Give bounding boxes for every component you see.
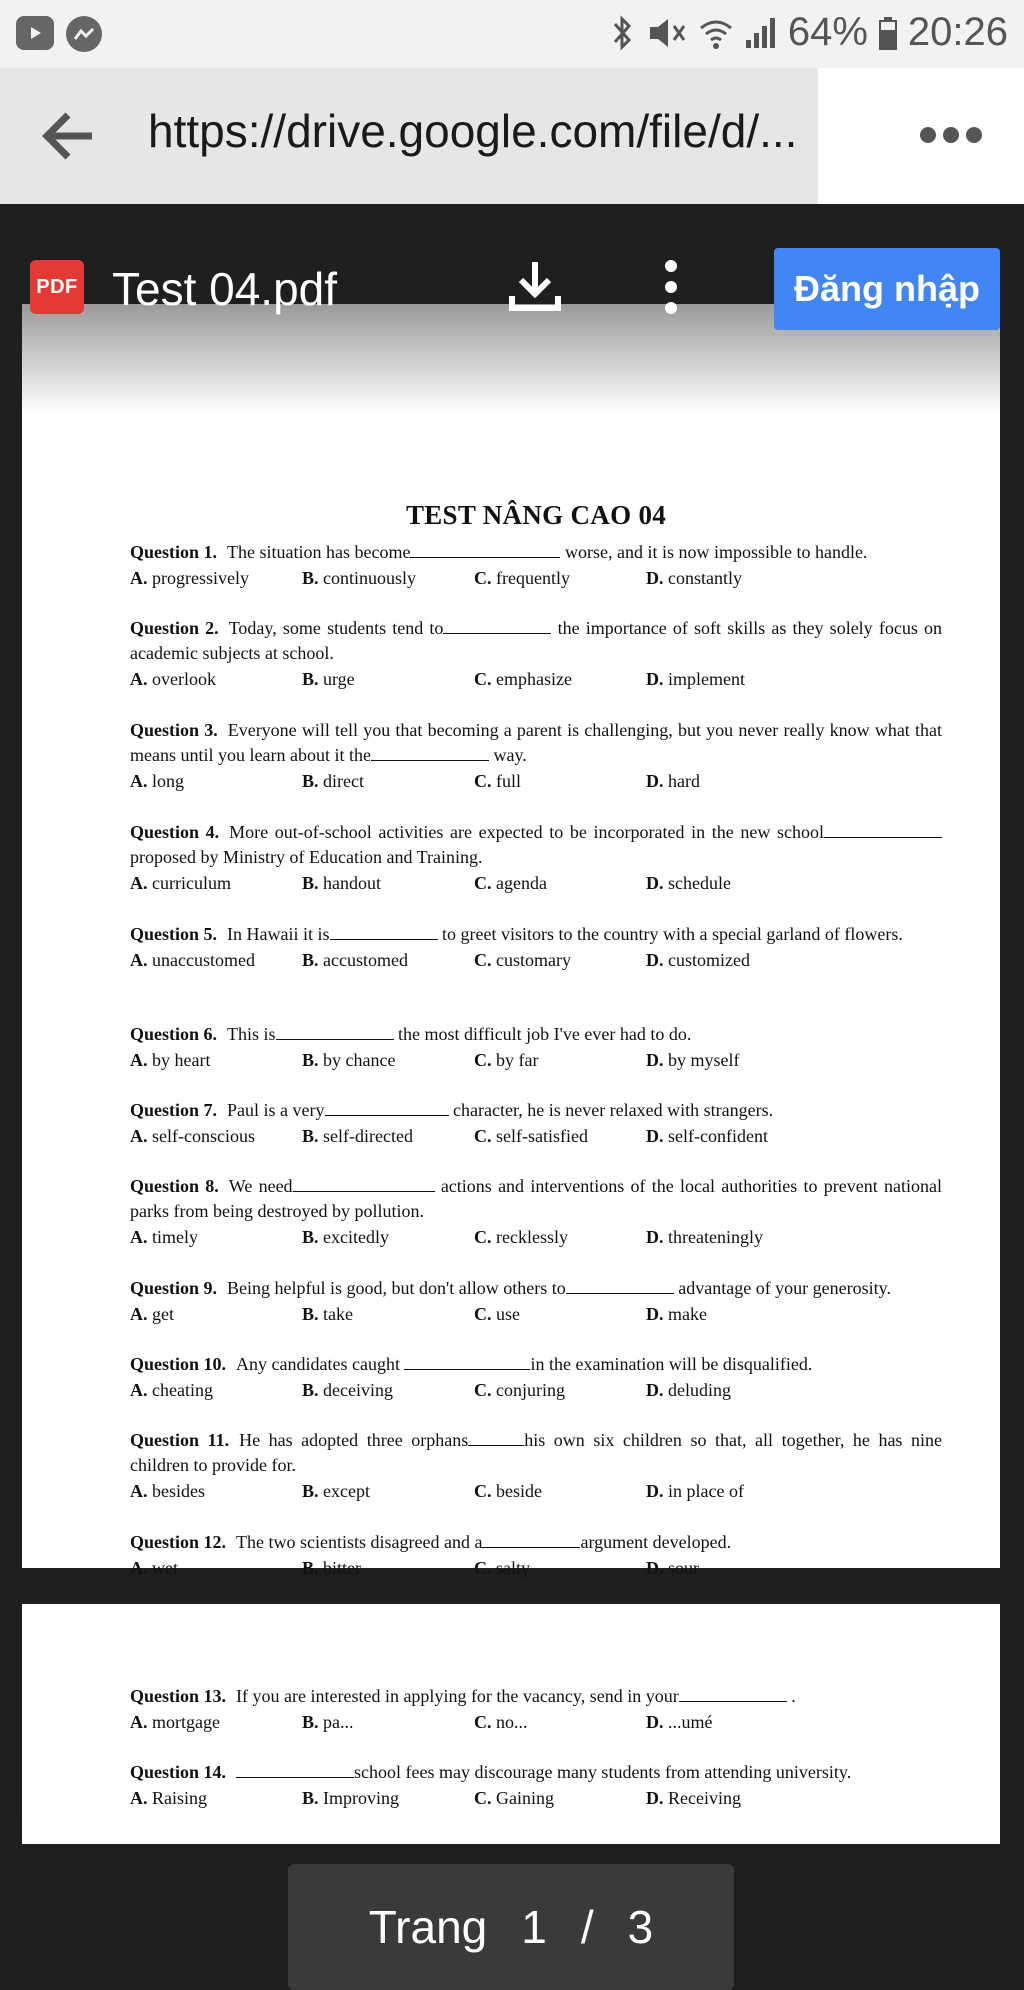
option-text: implement: [668, 669, 745, 689]
total-pages: 3: [627, 1901, 654, 1953]
option-text: mortgage: [152, 1712, 220, 1732]
question-stem: [130, 922, 942, 947]
answer-option: [646, 1555, 818, 1581]
question-stem: [130, 1352, 942, 1377]
option-letter: C.: [474, 568, 492, 588]
download-button[interactable]: [508, 258, 562, 314]
question-11: [130, 1428, 942, 1504]
option-text: get: [152, 1304, 174, 1324]
document-title: TEST NÂNG CAO 04: [405, 500, 667, 530]
question-text-after: .: [786, 1686, 796, 1706]
answer-option: [646, 1123, 818, 1149]
question-6: [130, 1022, 942, 1073]
option-letter: D.: [646, 1380, 664, 1400]
question-text-after: worse, and it is now impossible to handle.: [560, 542, 868, 562]
answer-option: [130, 1123, 302, 1149]
answer-option: [302, 1377, 474, 1403]
option-letter: B.: [302, 873, 319, 893]
question-text-before: This is: [227, 1024, 276, 1044]
answer-blank: [276, 1022, 394, 1040]
option-text: pa...: [323, 1712, 354, 1732]
answer-blank: [824, 820, 942, 838]
question-label: Question 5.: [130, 924, 218, 944]
option-letter: A.: [130, 873, 148, 893]
answer-option: [646, 1709, 818, 1735]
option-text: hard: [668, 771, 700, 791]
answer-option: [474, 1224, 646, 1250]
answer-options: [130, 1047, 942, 1073]
answer-option: [302, 1785, 474, 1811]
answer-blank: [468, 1428, 524, 1446]
page-word: Trang: [368, 1901, 488, 1953]
more-vertical-icon: [656, 258, 686, 316]
answer-option: [130, 947, 302, 973]
question-14: [130, 1760, 942, 1811]
answer-option: [130, 1785, 302, 1811]
option-text: long: [152, 771, 185, 791]
signal-icon: [744, 16, 778, 50]
option-letter: B.: [302, 950, 319, 970]
answer-option: [474, 768, 646, 794]
option-letter: C.: [474, 1380, 492, 1400]
option-letter: C.: [474, 1788, 492, 1808]
option-text: direct: [323, 771, 364, 791]
option-text: Gaining: [496, 1788, 554, 1808]
question-text-before: Today, some students tend to: [228, 618, 444, 638]
question-stem: [130, 1098, 942, 1123]
answer-option: [646, 1047, 818, 1073]
question-stem: [130, 1760, 942, 1785]
option-letter: D.: [646, 1788, 664, 1808]
pdf-page-1: [22, 304, 1000, 1578]
answer-option: [302, 1047, 474, 1073]
option-text: by chance: [323, 1050, 396, 1070]
question-text-before: More out-of-school activities are expected to be incorporated in the new school: [229, 822, 824, 842]
question-stem: [130, 1684, 942, 1709]
question-label: Question 14.: [130, 1762, 227, 1782]
file-name: Test 04.pdf: [112, 263, 338, 315]
answer-option: [302, 565, 474, 591]
answer-option: [302, 1478, 474, 1504]
option-text: ...umé: [668, 1712, 713, 1732]
question-text-after: in the examination will be disqualified.: [530, 1354, 813, 1374]
answer-option: [302, 1709, 474, 1735]
answer-option: [646, 1478, 818, 1504]
option-text: recklessly: [496, 1227, 568, 1247]
option-text: self-confident: [668, 1126, 768, 1146]
option-letter: D.: [646, 950, 664, 970]
option-text: constantly: [668, 568, 742, 588]
option-letter: D.: [646, 873, 664, 893]
option-text: frequently: [496, 568, 570, 588]
question-2: [130, 616, 942, 692]
option-text: bitter: [323, 1558, 362, 1578]
option-text: continuously: [323, 568, 417, 588]
option-letter: C.: [474, 1126, 492, 1146]
option-text: schedule: [668, 873, 731, 893]
option-letter: B.: [302, 1788, 319, 1808]
option-letter: D.: [646, 1712, 664, 1732]
messenger-icon: [66, 16, 102, 52]
answer-blank: [371, 743, 489, 761]
answer-option: [302, 947, 474, 973]
option-letter: B.: [302, 1380, 319, 1400]
option-text: urge: [323, 669, 355, 689]
question-text-after: argument developed.: [580, 1532, 732, 1552]
option-letter: D.: [646, 568, 664, 588]
answer-option: [474, 870, 646, 896]
question-text-after: way.: [488, 745, 527, 765]
option-letter: D.: [646, 1481, 664, 1501]
option-letter: B.: [302, 669, 319, 689]
answer-options: [130, 1555, 942, 1581]
answer-option: [474, 666, 646, 692]
option-text: unaccustomed: [152, 950, 255, 970]
option-text: except: [323, 1481, 370, 1501]
bluetooth-icon: [612, 15, 634, 51]
question-label: Question 12.: [130, 1532, 227, 1552]
answer-options: [130, 565, 942, 591]
question-label: Question 1.: [130, 542, 218, 562]
question-label: Question 4.: [130, 822, 220, 842]
pdf-page-2: [22, 1604, 1000, 1844]
answer-option: [474, 1301, 646, 1327]
answer-options: [130, 1478, 942, 1504]
question-stem: [130, 1174, 942, 1224]
answer-option: [302, 666, 474, 692]
answer-options: [130, 1301, 942, 1327]
answer-option: [302, 1123, 474, 1149]
pdf-viewer[interactable]: [0, 204, 1024, 1953]
answer-option: [646, 666, 818, 692]
option-text: timely: [152, 1227, 198, 1247]
answer-option: [474, 1785, 646, 1811]
download-icon: [508, 258, 562, 314]
option-text: by far: [496, 1050, 539, 1070]
answer-options: [130, 947, 942, 973]
question-text-before: Everyone will tell you that becoming a parent is challenging, but you never really know what that means until you learn about it the: [130, 720, 942, 765]
more-options-button[interactable]: [916, 120, 986, 150]
question-label: Question 6.: [130, 1024, 218, 1044]
answer-option: [646, 768, 818, 794]
answer-option: [474, 1555, 646, 1581]
option-letter: C.: [474, 1712, 492, 1732]
question-3: [130, 718, 942, 794]
answer-option: [646, 1785, 818, 1811]
answer-option: [302, 1224, 474, 1250]
option-text: self-directed: [323, 1126, 413, 1146]
option-text: progressively: [152, 568, 249, 588]
answer-option: [474, 1377, 646, 1403]
option-text: Receiving: [668, 1788, 741, 1808]
option-letter: B.: [302, 568, 319, 588]
option-letter: D.: [646, 1050, 664, 1070]
question-12: [130, 1530, 942, 1581]
option-text: self-conscious: [152, 1126, 255, 1146]
more-vertical-button[interactable]: [656, 258, 686, 316]
question-stem: [130, 540, 942, 565]
option-text: besides: [152, 1481, 205, 1501]
option-text: curriculum: [152, 873, 231, 893]
option-text: accustomed: [323, 950, 408, 970]
option-letter: D.: [646, 1558, 664, 1578]
option-letter: B.: [302, 1304, 319, 1324]
option-text: customized: [668, 950, 750, 970]
question-text-before: He has adopted three orphans: [239, 1430, 469, 1450]
answer-option: [130, 1224, 302, 1250]
answer-blank: [404, 1352, 530, 1370]
battery-icon: [878, 16, 898, 50]
option-text: deceiving: [323, 1380, 393, 1400]
more-horizontal-icon: [916, 120, 986, 150]
answer-option: [474, 1047, 646, 1073]
option-letter: C.: [474, 771, 492, 791]
option-letter: D.: [646, 669, 664, 689]
page-separator: /: [580, 1901, 594, 1953]
answer-option: [130, 870, 302, 896]
answer-option: [474, 1709, 646, 1735]
question-text-after: the most difficult job I've ever had to do.: [393, 1024, 692, 1044]
answer-option: [302, 768, 474, 794]
answer-option: [130, 666, 302, 692]
option-letter: A.: [130, 1558, 148, 1578]
option-text: conjuring: [496, 1380, 565, 1400]
question-stem: [130, 718, 942, 768]
question-label: Question 13.: [130, 1686, 227, 1706]
option-letter: A.: [130, 950, 148, 970]
back-button[interactable]: [40, 110, 96, 162]
youtube-icon: [16, 16, 54, 50]
question-text-before: Any candidates caught: [236, 1354, 405, 1374]
answer-option: [474, 947, 646, 973]
option-letter: D.: [646, 1227, 664, 1247]
question-stem: [130, 1428, 942, 1478]
question-text-before: Being helpful is good, but don't allow others to: [227, 1278, 566, 1298]
option-text: full: [496, 771, 521, 791]
option-letter: C.: [474, 1558, 492, 1578]
option-letter: A.: [130, 1481, 148, 1501]
question-text-after: the importance of soft skills as they solely focus on academic subjects at school.: [130, 618, 943, 663]
answer-option: [130, 1047, 302, 1073]
answer-option: [130, 1709, 302, 1735]
question-label: Question 10.: [130, 1354, 227, 1374]
answer-options: [130, 1123, 942, 1149]
option-text: make: [668, 1304, 707, 1324]
question-label: Question 11.: [130, 1430, 230, 1450]
option-letter: A.: [130, 669, 148, 689]
option-text: overlook: [152, 669, 216, 689]
option-letter: B.: [302, 1126, 319, 1146]
option-text: use: [496, 1304, 520, 1324]
clock: 20:26: [907, 10, 1008, 54]
answer-option: [646, 870, 818, 896]
answer-blank: [443, 616, 551, 634]
question-label: Question 8.: [130, 1176, 219, 1196]
current-page: 1: [521, 1901, 547, 1953]
option-text: agenda: [496, 873, 547, 893]
option-letter: B.: [302, 1227, 319, 1247]
option-text: Improving: [323, 1788, 400, 1808]
question-stem: [130, 1276, 942, 1301]
option-letter: A.: [130, 568, 148, 588]
arrow-left-icon: [40, 110, 96, 162]
answer-option: [130, 1377, 302, 1403]
answer-options: [130, 1377, 942, 1403]
question-7: [130, 1098, 942, 1149]
option-letter: C.: [474, 1050, 492, 1070]
url-text[interactable]: https://drive.google.com/file/d/...: [148, 105, 798, 157]
question-text-before: The two scientists disagreed and a: [236, 1532, 483, 1552]
mute-icon: [644, 16, 688, 50]
answer-options: [130, 1709, 942, 1735]
question-text-before: Paul is a very: [227, 1100, 325, 1120]
wifi-icon: [698, 16, 734, 50]
answer-option: [302, 1301, 474, 1327]
option-text: take: [323, 1304, 353, 1324]
question-text-before: We need: [228, 1176, 293, 1196]
option-text: threateningly: [668, 1227, 763, 1247]
option-letter: A.: [130, 1227, 148, 1247]
answer-option: [302, 870, 474, 896]
option-text: sour: [668, 1558, 699, 1578]
option-letter: A.: [130, 1380, 148, 1400]
question-label: Question 2.: [130, 618, 219, 638]
option-letter: B.: [302, 1712, 319, 1732]
option-letter: C.: [474, 873, 492, 893]
option-text: handout: [323, 873, 382, 893]
answer-blank: [325, 1098, 449, 1116]
question-4: [130, 820, 942, 896]
option-letter: B.: [302, 771, 319, 791]
answer-option: [474, 1478, 646, 1504]
question-text-after: proposed by Ministry of Education and Training.: [130, 847, 483, 867]
answer-option: [646, 1301, 818, 1327]
option-text: in place of: [668, 1481, 744, 1501]
answer-option: [130, 565, 302, 591]
answer-option: [130, 1301, 302, 1327]
answer-options: [130, 666, 942, 692]
login-button[interactable]: Đăng nhập: [774, 248, 1000, 330]
option-letter: B.: [302, 1558, 319, 1578]
answer-options: [130, 1785, 942, 1811]
option-letter: A.: [130, 1304, 148, 1324]
question-10: [130, 1352, 942, 1403]
option-letter: A.: [130, 1126, 148, 1146]
question-8: [130, 1174, 942, 1250]
answer-blank: [679, 1684, 787, 1702]
answer-blank: [293, 1174, 435, 1192]
question-stem: [130, 1022, 942, 1047]
question-stem: [130, 616, 942, 666]
option-letter: B.: [302, 1481, 319, 1501]
option-text: customary: [496, 950, 571, 970]
option-letter: C.: [474, 669, 492, 689]
question-text-after: school fees may discourage many students from attending university.: [354, 1762, 852, 1782]
question-text-before: The situation has become: [227, 542, 411, 562]
question-9: [130, 1276, 942, 1327]
option-text: by heart: [152, 1050, 211, 1070]
answer-option: [646, 1377, 818, 1403]
option-text: wet: [152, 1558, 178, 1578]
page-indicator: [288, 1864, 734, 1990]
answer-blank: [236, 1760, 354, 1778]
question-text-after: advantage of your generosity.: [673, 1278, 891, 1298]
answer-blank: [566, 1276, 674, 1294]
option-letter: D.: [646, 1304, 664, 1324]
question-text-before: If you are interested in applying for the vacancy, send in your: [236, 1686, 679, 1706]
option-text: cheating: [152, 1380, 213, 1400]
answer-options: [130, 1224, 942, 1250]
option-letter: D.: [646, 771, 664, 791]
answer-option: [646, 565, 818, 591]
answer-options: [130, 870, 942, 896]
option-letter: A.: [130, 771, 148, 791]
viewer-toolbar: [0, 244, 1024, 334]
answer-blank: [410, 540, 560, 558]
option-letter: C.: [474, 1304, 492, 1324]
question-label: Question 9.: [130, 1278, 218, 1298]
answer-option: [474, 1123, 646, 1149]
answer-blank: [482, 1530, 580, 1548]
answer-option: [130, 768, 302, 794]
option-letter: A.: [130, 1050, 148, 1070]
question-text-after: to greet visitors to the country with a special garland of flowers.: [437, 924, 903, 944]
question-stem: [130, 820, 942, 870]
option-text: emphasize: [496, 669, 572, 689]
answer-blank: [330, 922, 438, 940]
question-text-after: actions and interventions of the local authorities to prevent national parks from being destroyed by pollution.: [130, 1176, 943, 1221]
status-bar: [0, 0, 1024, 68]
battery-level: 64%: [787, 10, 868, 54]
pdf-file-icon: PDF: [30, 260, 84, 314]
option-letter: C.: [474, 950, 492, 970]
answer-options: [130, 768, 942, 794]
option-letter: C.: [474, 1227, 492, 1247]
answer-option: [646, 947, 818, 973]
option-text: Raising: [152, 1788, 208, 1808]
option-letter: C.: [474, 1481, 492, 1501]
option-text: deluding: [668, 1380, 731, 1400]
option-text: salty: [496, 1558, 530, 1578]
option-letter: A.: [130, 1788, 148, 1808]
answer-option: [474, 565, 646, 591]
browser-toolbar: [0, 68, 1024, 204]
question-text-after: his own six children so that, all together, he has nine children to provide for.: [130, 1430, 942, 1475]
question-text-after: character, he is never relaxed with strangers.: [448, 1100, 774, 1120]
answer-option: [130, 1478, 302, 1504]
answer-option: [302, 1555, 474, 1581]
question-label: Question 7.: [130, 1100, 218, 1120]
option-letter: A.: [130, 1712, 148, 1732]
question-5: [130, 922, 942, 973]
answer-option: [646, 1224, 818, 1250]
option-text: beside: [496, 1481, 542, 1501]
question-stem: [130, 1530, 942, 1555]
option-text: excitedly: [323, 1227, 389, 1247]
option-text: no...: [496, 1712, 528, 1732]
option-letter: B.: [302, 1050, 319, 1070]
question-13: [130, 1684, 942, 1735]
answer-option: [130, 1555, 302, 1581]
option-text: self-satisfied: [496, 1126, 588, 1146]
question-text-before: In Hawaii it is: [227, 924, 330, 944]
option-letter: D.: [646, 1126, 664, 1146]
question-1: [130, 540, 942, 591]
option-text: by myself: [668, 1050, 740, 1070]
question-label: Question 3.: [130, 720, 218, 740]
